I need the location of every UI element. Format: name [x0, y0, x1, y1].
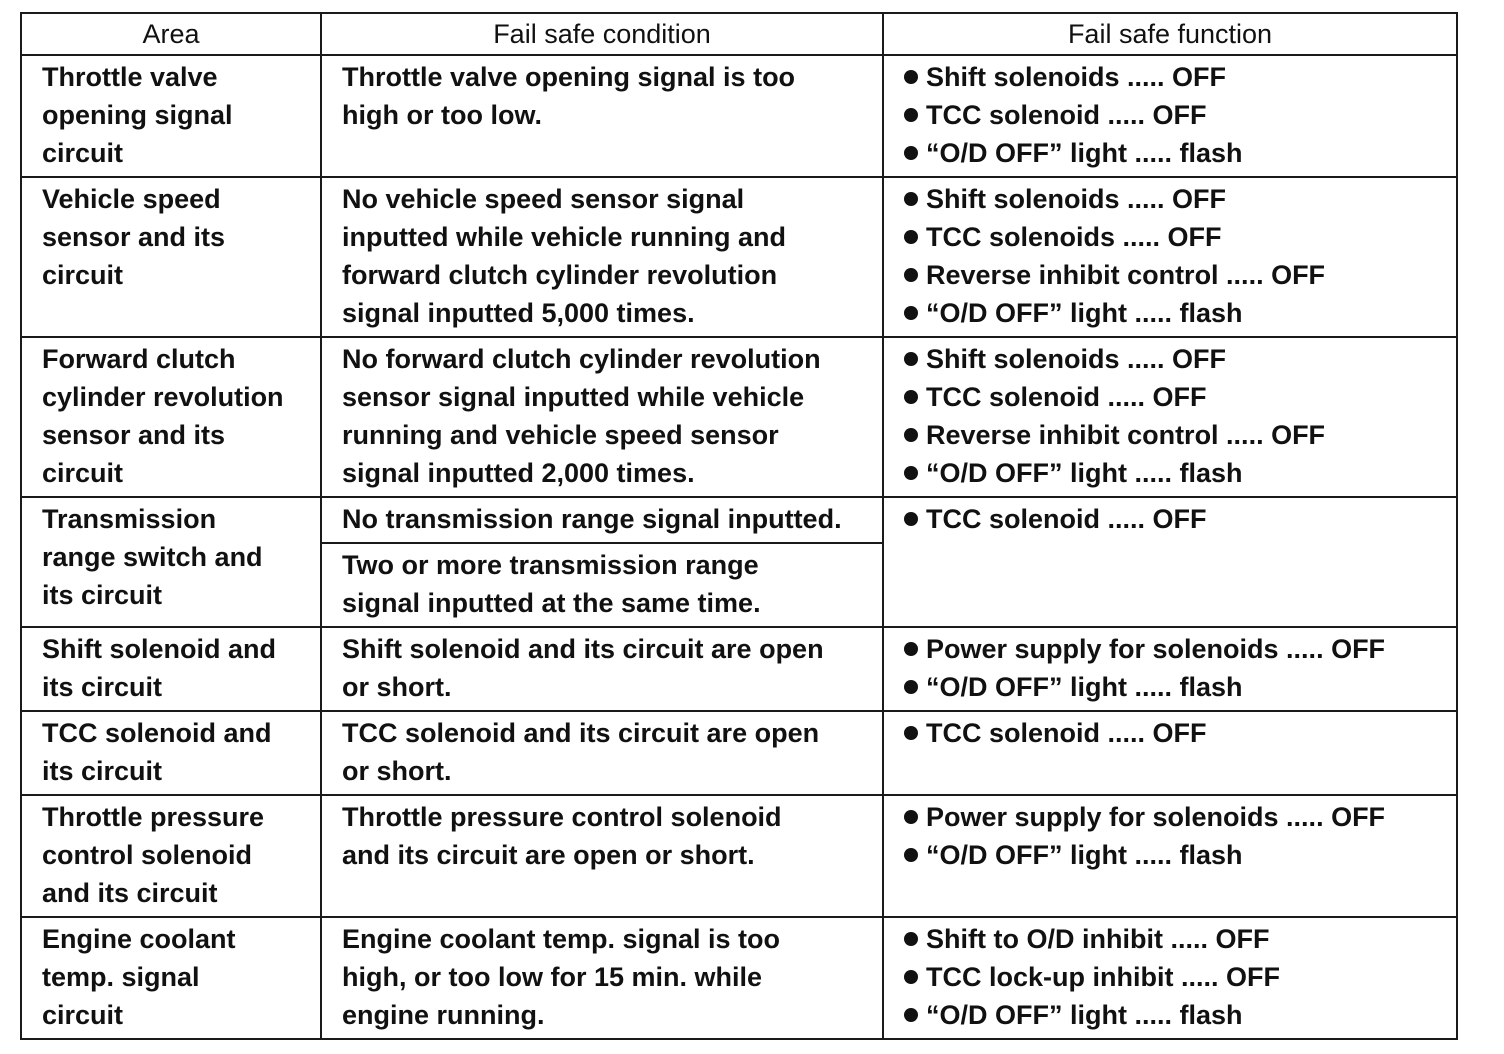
condition-cell [321, 917, 883, 1039]
area-text-line: TCC solenoid and [42, 718, 272, 748]
function-text: “O/D OFF” light ..... flash [926, 840, 1243, 870]
condition-text-line: signal inputted 2,000 times. [342, 458, 695, 488]
condition-cell [321, 627, 883, 711]
function-item [904, 630, 1448, 668]
function-text: Power supply for solenoids ..... OFF [926, 634, 1386, 664]
bullet-icon [904, 512, 918, 526]
header-area: Area [21, 13, 321, 55]
table-row [21, 337, 1457, 497]
condition-text-line: or short. [342, 672, 452, 702]
table-row [21, 917, 1457, 1039]
function-text: TCC solenoid ..... OFF [926, 718, 1207, 748]
function-text: TCC lock-up inhibit ..... OFF [926, 962, 1280, 992]
table-row [21, 627, 1457, 711]
condition-cell [321, 795, 883, 917]
area-text-line: Throttle valve [42, 62, 218, 92]
area-text-line: circuit [42, 138, 124, 168]
fail-safe-table [20, 12, 1458, 1040]
function-text: “O/D OFF” light ..... flash [926, 138, 1243, 168]
area-text-line: Transmission [42, 504, 217, 534]
area-text-line: Vehicle speed [42, 184, 221, 214]
function-item [904, 996, 1448, 1034]
function-item [904, 134, 1448, 172]
function-text: Reverse inhibit control ..... OFF [926, 260, 1326, 290]
area-cell [21, 177, 321, 337]
table-body [21, 55, 1457, 1039]
bullet-icon [904, 466, 918, 480]
condition-text-line: Shift solenoid and its circuit are open [342, 634, 824, 664]
function-cell [883, 177, 1457, 337]
area-cell [21, 795, 321, 917]
area-text-line: temp. signal [42, 962, 200, 992]
bullet-icon [904, 108, 918, 122]
area-text-line: sensor and its [42, 420, 226, 450]
bullet-icon [904, 680, 918, 694]
condition-text-line: sensor signal inputted while vehicle [342, 382, 805, 412]
fail-safe-table-sheet [20, 12, 1456, 1040]
condition-cell [321, 711, 883, 795]
condition-text-line: signal inputted at the same time. [342, 588, 761, 618]
function-item [904, 798, 1448, 836]
condition-text-line: high, or too low for 15 min. while [342, 962, 763, 992]
function-item [904, 500, 1448, 538]
area-text-line: range switch and [42, 542, 263, 572]
area-text-line: cylinder revolution [42, 382, 284, 412]
bullet-icon [904, 726, 918, 740]
function-item [904, 920, 1448, 958]
condition-text-line: running and vehicle speed sensor [342, 420, 779, 450]
function-text: Shift solenoids ..... OFF [926, 62, 1227, 92]
bullet-icon [904, 230, 918, 244]
condition-text-line: Throttle pressure control solenoid [342, 802, 782, 832]
bullet-icon [904, 932, 918, 946]
function-item [904, 714, 1448, 752]
function-text: TCC solenoids ..... OFF [926, 222, 1222, 252]
condition-text-line: No vehicle speed sensor signal [342, 184, 745, 214]
table-row [21, 795, 1457, 917]
area-text-line: sensor and its [42, 222, 226, 252]
condition-text-line: Engine coolant temp. signal is too [342, 924, 781, 954]
function-cell [883, 627, 1457, 711]
area-text-line: Engine coolant [42, 924, 236, 954]
header-fail-safe-condition: Fail safe condition [321, 13, 883, 55]
bullet-icon [904, 70, 918, 84]
condition-text-line: No transmission range signal inputted. [342, 504, 842, 534]
table-row [21, 177, 1457, 337]
function-text: Shift solenoids ..... OFF [926, 344, 1227, 374]
condition-cell [321, 177, 883, 337]
function-text: Shift solenoids ..... OFF [926, 184, 1227, 214]
condition-cell [321, 337, 883, 497]
bullet-icon [904, 192, 918, 206]
function-item [904, 58, 1448, 96]
area-text-line: opening signal [42, 100, 233, 130]
function-cell [883, 55, 1457, 177]
area-text-line: Forward clutch [42, 344, 236, 374]
condition-text-line: or short. [342, 756, 452, 786]
area-text-line: circuit [42, 458, 124, 488]
bullet-icon [904, 810, 918, 824]
bullet-icon [904, 848, 918, 862]
condition-text-line: No forward clutch cylinder revolution [342, 344, 821, 374]
area-cell [21, 627, 321, 711]
table-row [21, 55, 1457, 177]
condition-text-line: signal inputted 5,000 times. [342, 298, 695, 328]
condition-text-line: high or too low. [342, 100, 542, 130]
function-item [904, 218, 1448, 256]
function-item [904, 668, 1448, 706]
function-text: Shift to O/D inhibit ..... OFF [926, 924, 1270, 954]
function-cell [883, 795, 1457, 917]
function-item [904, 180, 1448, 218]
function-text: TCC solenoid ..... OFF [926, 100, 1207, 130]
condition-text-line: inputted while vehicle running and [342, 222, 787, 252]
bullet-icon [904, 306, 918, 320]
function-text: “O/D OFF” light ..... flash [926, 458, 1243, 488]
function-text: “O/D OFF” light ..... flash [926, 672, 1243, 702]
table-row [21, 711, 1457, 795]
bullet-icon [904, 428, 918, 442]
table-row [21, 497, 1457, 543]
function-item [904, 96, 1448, 134]
area-cell [21, 497, 321, 627]
function-item [904, 416, 1448, 454]
function-item [904, 378, 1448, 416]
function-text: TCC solenoid ..... OFF [926, 504, 1207, 534]
bullet-icon [904, 1008, 918, 1022]
function-cell [883, 711, 1457, 795]
area-text-line: its circuit [42, 580, 163, 610]
area-text-line: Shift solenoid and [42, 634, 276, 664]
function-cell [883, 337, 1457, 497]
function-item [904, 340, 1448, 378]
bullet-icon [904, 970, 918, 984]
condition-text-line: Two or more transmission range [342, 550, 759, 580]
area-text-line: its circuit [42, 756, 163, 786]
area-text-line: and its circuit [42, 878, 218, 908]
function-cell [883, 497, 1457, 627]
function-item [904, 294, 1448, 332]
area-cell [21, 55, 321, 177]
function-item [904, 454, 1448, 492]
condition-cell [321, 543, 883, 627]
function-text: Reverse inhibit control ..... OFF [926, 420, 1326, 450]
function-text: Power supply for solenoids ..... OFF [926, 802, 1386, 832]
bullet-icon [904, 352, 918, 366]
condition-text-line: forward clutch cylinder revolution [342, 260, 778, 290]
bullet-icon [904, 268, 918, 282]
area-cell [21, 337, 321, 497]
function-text: TCC solenoid ..... OFF [926, 382, 1207, 412]
function-text: “O/D OFF” light ..... flash [926, 1000, 1243, 1030]
condition-text-line: engine running. [342, 1000, 545, 1030]
function-text: “O/D OFF” light ..... flash [926, 298, 1243, 328]
area-text-line: its circuit [42, 672, 163, 702]
condition-cell [321, 497, 883, 543]
condition-text-line: Throttle valve opening signal is too [342, 62, 796, 92]
condition-cell [321, 55, 883, 177]
bullet-icon [904, 146, 918, 160]
header-fail-safe-function: Fail safe function [883, 13, 1457, 55]
condition-text-line: TCC solenoid and its circuit are open [342, 718, 820, 748]
area-cell [21, 917, 321, 1039]
area-text-line: circuit [42, 1000, 124, 1030]
area-text-line: control solenoid [42, 840, 253, 870]
condition-text-line: and its circuit are open or short. [342, 840, 755, 870]
area-cell [21, 711, 321, 795]
function-item [904, 958, 1448, 996]
area-text-line: Throttle pressure [42, 802, 265, 832]
bullet-icon [904, 642, 918, 656]
function-cell [883, 917, 1457, 1039]
function-item [904, 836, 1448, 874]
area-text-line: circuit [42, 260, 124, 290]
bullet-icon [904, 390, 918, 404]
function-item [904, 256, 1448, 294]
table-header-row [21, 13, 1457, 55]
